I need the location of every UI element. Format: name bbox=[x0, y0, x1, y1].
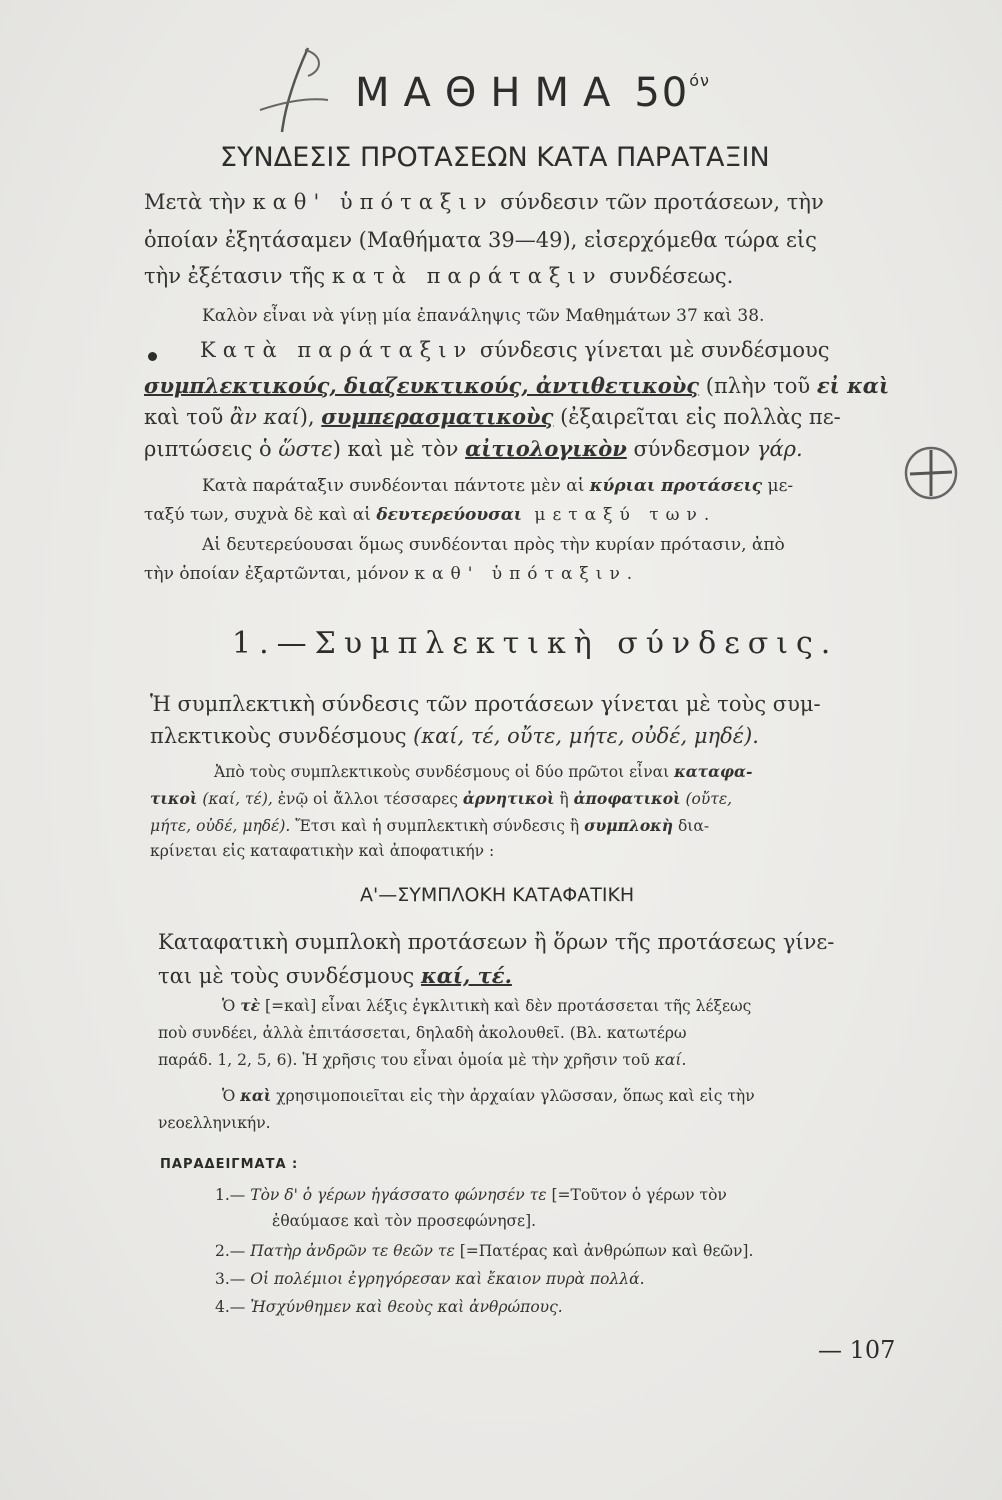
section-note-line-1: Ἀπὸ τοὺς συμπλεκτικοὺς συνδέσμους οἱ δύο πρῶτοι εἶναι καταφα- bbox=[214, 762, 753, 781]
example-4: 4.— Ἠσχύνθημεν καὶ θεοὺς καὶ ἀνθρώπους. bbox=[215, 1298, 563, 1316]
example-1-continuation: ἐθαύμασε καὶ τὸν προσεφώνησε]. bbox=[272, 1212, 537, 1230]
rule-line-1: Κατὰ παράταξιν σύνδεσις γίνεται μὲ συνδέσμους bbox=[200, 338, 830, 362]
section-intro-line-2: πλεκτικοὺς συνδέσμους (καί, τέ, οὔτε, μήτε, οὐδέ, μηδέ). bbox=[150, 724, 759, 748]
note2-line-1: Αἱ δευτερεύουσαι ὅμως συνδέονται πρὸς τὴν κυρίαν πρότασιν, ἀπὸ bbox=[202, 535, 785, 555]
rule-line-2: συμπλεκτικούς, διαζευκτικούς, ἀντιθετικοὺς (πλὴν τοῦ εἰ καὶ bbox=[144, 373, 890, 398]
te-note-line-3: παράδ. 1, 2, 5, 6). Ἡ χρῆσις του εἶναι ὁμοία μὲ τὴν χρῆσιν τοῦ καί. bbox=[158, 1051, 687, 1069]
rule-line-3: καὶ τοῦ ἂν καί), συμπερασματικοὺς (ἐξαιρεῖται εἰς πολλὰς πε- bbox=[144, 404, 841, 429]
te-note-line-1: Ὁ τὲ [=καὶ] εἶναι λέξις ἐγκλιτικὴ καὶ δὲν προτάσσεται τῆς λέξεως bbox=[222, 996, 752, 1015]
affirm-line-2: ται μὲ τοὺς συνδέσμους καί, τέ. bbox=[158, 963, 512, 988]
kai-note-line-1: Ὁ καὶ χρησιμοποιεῖται εἰς τὴν ἀρχαίαν γλῶσσαν, ὅπως καὶ εἰς τὴν bbox=[222, 1086, 755, 1105]
section-note-line-3: μήτε, οὐδέ, μηδέ). Ἔτσι καὶ ἡ συμπλεκτικὴ σύνδεσις ἢ συμπλοκὴ δια- bbox=[150, 816, 710, 835]
note1-line-2: ταξύ των, συχνὰ δὲ καὶ αἱ δευτερεύουσαι μεταξύ των. bbox=[144, 505, 717, 525]
affirm-line-1: Καταφατικὴ συμπλοκὴ προτάσεων ἢ ὅρων τῆς προτάσεως γίνε- bbox=[158, 930, 835, 954]
page-number: — 107 bbox=[818, 1336, 896, 1364]
note2-line-2: τὴν ὁποίαν ἐξαρτῶνται, μόνον καθ' ὑπόταξιν. bbox=[144, 564, 640, 584]
example-2: 2.— Πατὴρ ἀνδρῶν τε θεῶν τε [=Πατέρας καὶ ἀνθρώπων καὶ θεῶν]. bbox=[215, 1242, 754, 1260]
section-note-line-2: τικοὶ (καί, τέ), ἐνῷ οἱ ἄλλοι τέσσαρες ἀρνητικοὶ ἢ ἀποφατικοὶ (οὔτε, bbox=[150, 789, 733, 808]
intro-line-2: ὁποίαν ἐξητάσαμεν (Μαθήματα 39—49), εἰσερχόμεθα τώρα εἰς bbox=[144, 228, 817, 252]
section-intro-line-1: Ἡ συμπλεκτικὴ σύνδεσις τῶν προτάσεων γίνεται μὲ τοὺς συμ- bbox=[150, 692, 821, 716]
example-3: 3.— Οἱ πολέμιοι ἐγρηγόρεσαν καὶ ἔκαιον πυρὰ πολλά. bbox=[215, 1270, 645, 1288]
lesson-title: ΜΑΘΗΜΑ $50^{ό\nu}$ bbox=[355, 70, 710, 116]
section-note-line-4: κρίνεται εἰς καταφατικὴν καὶ ἀποφατικήν : bbox=[150, 842, 495, 860]
bullet-icon bbox=[148, 352, 157, 361]
section-heading: 1.—Συμπλεκτικὴ σύνδεσις. bbox=[232, 626, 839, 661]
examples-label: ΠΑΡΑΔΕΙΓΜΑΤΑ : bbox=[160, 1157, 299, 1172]
rule-line-4: ριπτώσεις ὁ ὥστε) καὶ μὲ τὸν αἰτιολογικὸν σύνδεσμον γάρ. bbox=[144, 436, 803, 461]
lesson-subtitle: ΣΥΝΔΕΣΙΣ ΠΡΟΤΑΣΕΩΝ ΚΑΤΑ ΠΑΡΑΤΑΞΙΝ bbox=[220, 142, 770, 173]
intro-line-3: τὴν ἐξέτασιν τῆς κατὰ παράταξιν συνδέσεως. bbox=[144, 264, 734, 288]
te-note-line-2: ποὺ συνδέει, ἀλλὰ ἐπιτάσσεται, δηλαδὴ ἀκολουθεῖ. (Βλ. κατωτέρω bbox=[158, 1024, 687, 1042]
subsection-heading: Α'—ΣΥΜΠΛΟΚΗ ΚΑΤΑΦΑΤΙΚΗ bbox=[360, 884, 635, 906]
example-1: 1.— Τὸν δ' ὁ γέρων ἠγάσσατο φώνησέν τε [=Τοῦτον ὁ γέρων τὸν bbox=[215, 1186, 727, 1204]
circled-plus-mark-icon bbox=[902, 444, 960, 502]
kai-note-line-2: νεοελληνικήν. bbox=[158, 1114, 271, 1132]
note1-line-1: Κατὰ παράταξιν συνδέονται πάντοτε μὲν αἱ κύριαι προτάσεις με- bbox=[202, 476, 794, 496]
review-note: Καλὸν εἶναι νὰ γίνῃ μία ἐπανάληψις τῶν Μαθημάτων 37 καὶ 38. bbox=[202, 306, 765, 326]
intro-line-1: Μετὰ τὴν καθ' ὑπόταξιν σύνδεσιν τῶν προτάσεων, τὴν bbox=[144, 190, 824, 214]
